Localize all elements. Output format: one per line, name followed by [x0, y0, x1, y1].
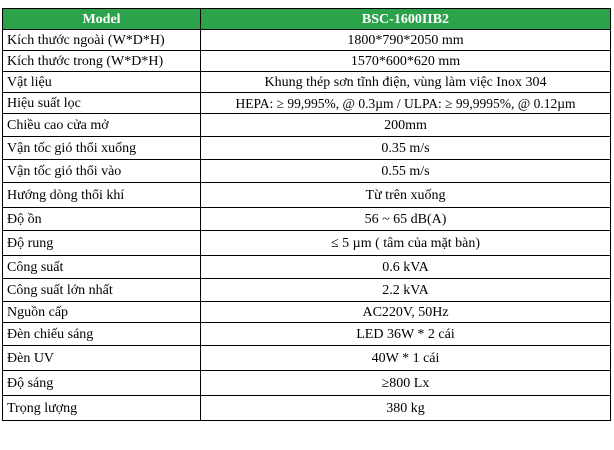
row-label: Hướng dòng thổi khí [3, 183, 201, 208]
table-row [3, 30, 611, 51]
row-label: Nguồn cấp [3, 302, 201, 323]
table-row [3, 160, 611, 183]
row-label: Kích thước ngoài (W*D*H) [3, 30, 201, 51]
table-row [3, 279, 611, 302]
row-value: LED 36W * 2 cái [201, 323, 611, 346]
row-label: Công suất lớn nhất [3, 279, 201, 302]
table-row [3, 323, 611, 346]
row-label: Hiệu suất lọc [3, 93, 201, 114]
row-value: AC220V, 50Hz [201, 302, 611, 323]
header-model-label: Model [3, 9, 201, 30]
spec-table-body [3, 30, 611, 421]
row-value: HEPA: ≥ 99,995%, @ 0.3µm / ULPA: ≥ 99,9995%, @ 0.12µm [201, 93, 611, 114]
table-row [3, 137, 611, 160]
table-row [3, 256, 611, 279]
table-row [3, 302, 611, 323]
row-label: Độ sáng [3, 371, 201, 396]
row-value: Từ trên xuống [201, 183, 611, 208]
row-value: 2.2 kVA [201, 279, 611, 302]
row-label: Trọng lượng [3, 396, 201, 421]
row-value: 380 kg [201, 396, 611, 421]
row-label: Kích thước trong (W*D*H) [3, 51, 201, 72]
row-value: Khung thép sơn tĩnh điện, vùng làm việc Inox 304 [201, 72, 611, 93]
header-row [3, 9, 611, 30]
table-row [3, 72, 611, 93]
table-row [3, 183, 611, 208]
table-row [3, 114, 611, 137]
row-value: 0.35 m/s [201, 137, 611, 160]
table-row [3, 208, 611, 231]
row-value: 40W * 1 cái [201, 346, 611, 371]
row-label: Độ ồn [3, 208, 201, 231]
spec-table [2, 8, 611, 421]
row-label: Vận tốc gió thổi xuống [3, 137, 201, 160]
row-value: 56 ~ 65 dB(A) [201, 208, 611, 231]
row-label: Đèn chiếu sáng [3, 323, 201, 346]
header-model-value: BSC-1600IIB2 [201, 9, 611, 30]
table-row [3, 51, 611, 72]
row-label: Vận tốc gió thổi vào [3, 160, 201, 183]
row-label: Độ rung [3, 231, 201, 256]
row-value: 200mm [201, 114, 611, 137]
table-row [3, 371, 611, 396]
row-label: Đèn UV [3, 346, 201, 371]
row-value: ≤ 5 µm ( tâm của mặt bàn) [201, 231, 611, 256]
table-row [3, 396, 611, 421]
row-value: 1570*600*620 mm [201, 51, 611, 72]
spec-table-header [3, 9, 611, 30]
row-label: Công suất [3, 256, 201, 279]
row-value: 0.6 kVA [201, 256, 611, 279]
table-row [3, 231, 611, 256]
row-value: ≥800 Lx [201, 371, 611, 396]
table-row [3, 346, 611, 371]
row-label: Chiều cao cửa mở [3, 114, 201, 137]
row-value: 0.55 m/s [201, 160, 611, 183]
row-label: Vật liệu [3, 72, 201, 93]
row-value: 1800*790*2050 mm [201, 30, 611, 51]
table-row [3, 93, 611, 114]
